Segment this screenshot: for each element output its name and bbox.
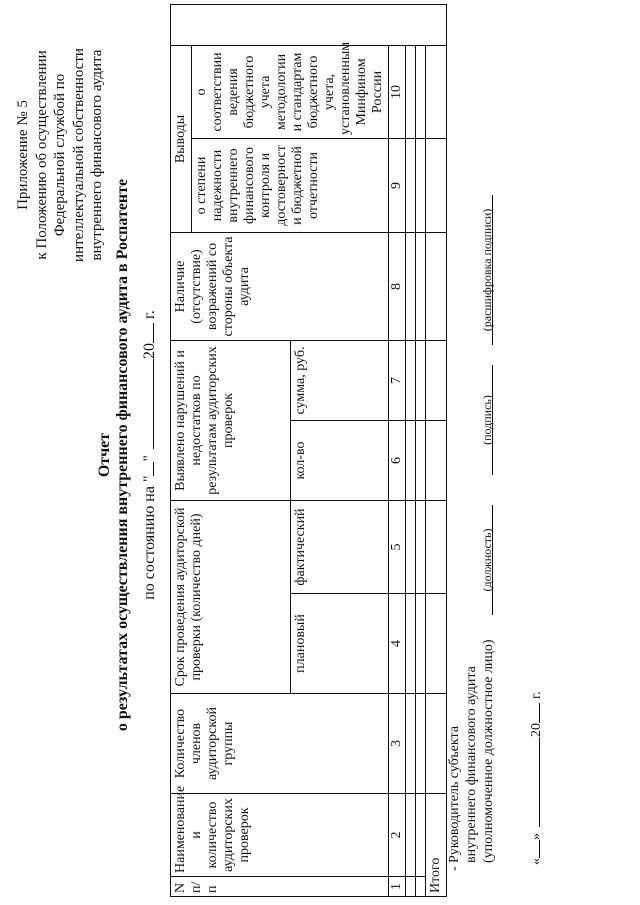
date-day-blank: [524, 840, 540, 858]
column-number: 3: [389, 694, 406, 794]
header-conclusions: Выводы: [171, 45, 192, 232]
report-title-block: [96, 155, 132, 755]
as-of-quote: ": [141, 454, 158, 462]
header-term-actual: фактический: [290, 501, 389, 594]
empty-cell: [426, 594, 447, 694]
date-year-blank: [524, 703, 540, 723]
signature-dash: -: [447, 866, 462, 871]
audit-results-table: [170, 4, 447, 897]
empty-cell: [416, 232, 426, 340]
date-close-quote: »: [529, 833, 544, 840]
header-audit-term: Срок проведения аудиторской проверки (количество дней): [171, 501, 291, 694]
header-group-members: Количество членов аудиторской группы: [171, 694, 389, 794]
column-number: 7: [389, 340, 406, 420]
column-number: 10: [389, 45, 406, 138]
empty-cell: [416, 340, 426, 420]
decoding-hint: (расшифровка подписи): [480, 208, 494, 332]
day-blank: [138, 462, 154, 476]
header-audit-name: Наименование и количество аудиторских проверок: [171, 794, 389, 877]
empty-cell: [416, 501, 426, 594]
report-as-of-date: [138, 255, 159, 655]
header-row-number: N п/п: [171, 877, 389, 897]
header-conclusion-compliance: о соответствии ведения бюджетного учета методологии и стандартам бюджетного учета, установленным Минфином России: [192, 45, 389, 138]
appendix-line: внутреннего финансового аудита: [89, 49, 105, 261]
empty-cell: [416, 794, 426, 877]
year-blank: [138, 323, 154, 343]
column-number: 9: [389, 138, 406, 232]
empty-cell: [426, 694, 447, 794]
empty-cell: [416, 138, 426, 232]
header-found-count: кол-во: [290, 421, 389, 501]
empty-cell: [406, 594, 416, 694]
empty-cell: [406, 501, 416, 594]
as-of-year: 20: [141, 342, 158, 359]
column-number: 1: [389, 877, 406, 897]
empty-cell: [426, 138, 447, 232]
empty-cell: [406, 340, 416, 420]
empty-cell: [406, 45, 416, 138]
empty-cell: [416, 877, 426, 897]
empty-cell: [426, 340, 447, 420]
appendix-line: к Положению об осуществлении: [33, 50, 50, 260]
column-number: 5: [389, 501, 406, 594]
appendix-block: [14, 35, 107, 275]
empty-cell: [406, 138, 416, 232]
empty-cell: [426, 45, 447, 138]
empty-cell: [426, 421, 447, 501]
date-open-quote: «: [529, 858, 544, 865]
header-conclusion-reliability: о степени надежности внутреннего финансового контроля и достоверност и бюджетной отчетности: [192, 138, 389, 232]
signature-title-line: Руководитель субъекта: [447, 726, 462, 863]
position-hint: (должность): [480, 528, 494, 592]
appendix-number: Приложение № 5: [15, 100, 31, 210]
column-number: 4: [389, 594, 406, 694]
empty-cell: [416, 694, 426, 794]
empty-right-margin-cell: [171, 4, 447, 45]
appendix-line: интеллектуальной собственности: [70, 48, 87, 262]
header-term-planned: плановый: [290, 594, 389, 694]
empty-cell: [406, 877, 416, 897]
report-title: Отчет: [96, 432, 113, 478]
empty-cell: [426, 501, 447, 594]
signature-title-line: внутреннего финансового аудита: [464, 666, 479, 863]
empty-cell: [416, 45, 426, 138]
empty-cell: [416, 421, 426, 501]
empty-cell: [426, 232, 447, 340]
empty-cell: [416, 594, 426, 694]
column-number: 6: [389, 421, 406, 501]
date-year: 20: [529, 723, 544, 737]
date-month-blank: [524, 737, 540, 827]
month-blank: [138, 359, 154, 449]
report-subtitle: о результатах осуществления внутреннего финансового аудита в Роспатенте: [114, 178, 131, 732]
column-number: 2: [389, 794, 406, 877]
empty-cell: [406, 794, 416, 877]
date-suffix: г.: [529, 691, 544, 699]
empty-cell: [406, 421, 416, 501]
header-found-sum: сумма, руб.: [290, 340, 389, 420]
as-of-prefix: по состоянию на ": [141, 475, 158, 600]
as-of-suffix: г.: [141, 310, 158, 319]
signature-hint: (подпись): [480, 395, 494, 445]
header-violations-found: Выявлено нарушений и недостатков по результатам аудиторских проверок: [171, 340, 291, 500]
column-number: 8: [389, 232, 406, 340]
signature-date: [524, 691, 545, 865]
header-objections: Наличие (отсутствие) возражений со стороны объекта аудита: [171, 232, 389, 340]
appendix-line: Федеральной службой по: [52, 73, 68, 237]
empty-cell: [406, 694, 416, 794]
empty-cell: [406, 232, 416, 340]
signature-title-line: (уполномоченное должностное лицо): [481, 639, 496, 863]
total-label: Итого: [426, 794, 447, 897]
